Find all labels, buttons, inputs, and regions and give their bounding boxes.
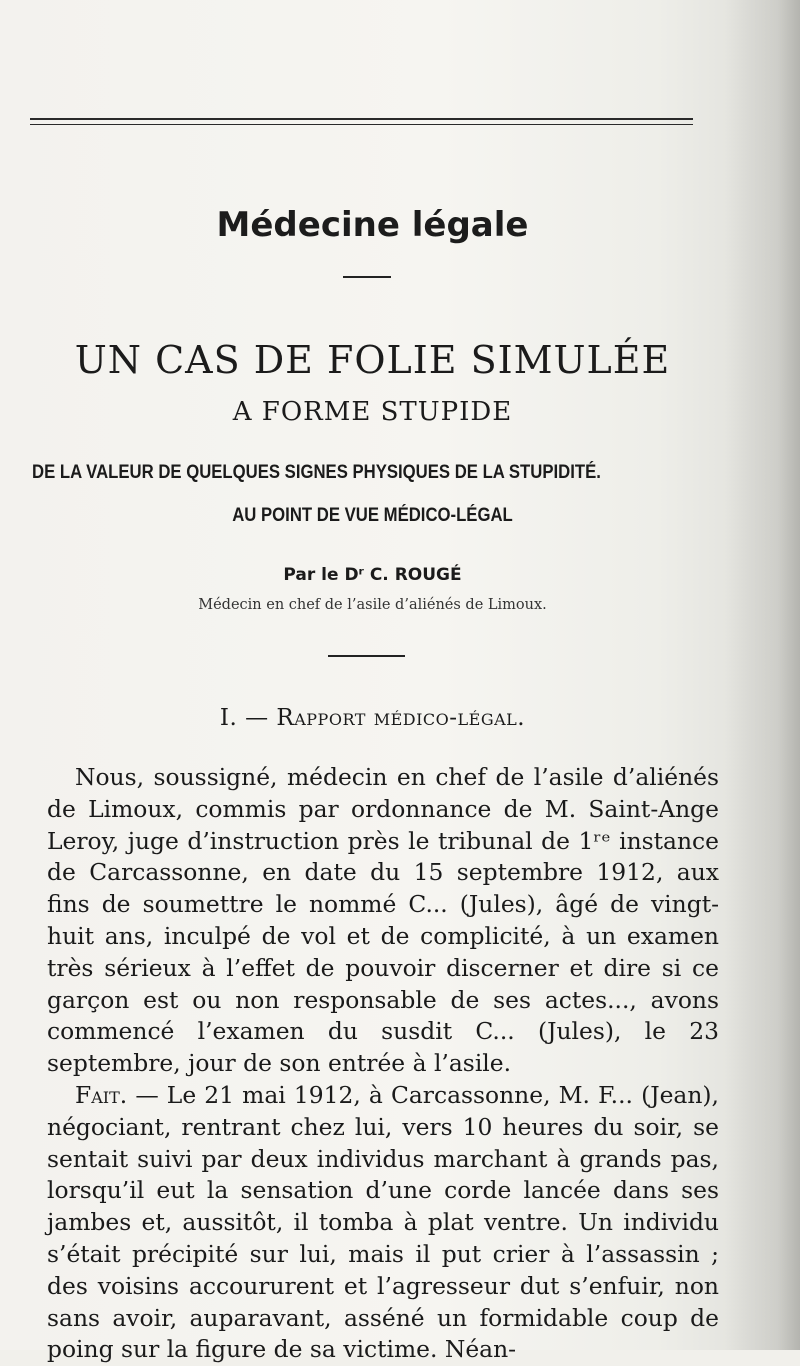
section-separator xyxy=(328,655,405,657)
section-heading-text: Rapport médico-légal. xyxy=(276,705,526,731)
article-title: UN CAS DE FOLIE SIMULÉE xyxy=(74,338,671,382)
article-subtitle-line2: AU POINT DE VUE MÉDICO-LÉGAL xyxy=(232,505,513,526)
header-rule-thin xyxy=(30,124,693,125)
paragraph-fact-lead: Fait. xyxy=(75,1080,128,1109)
article-subtitle: A FORME STUPIDE xyxy=(232,397,513,427)
section-heading-number: I. — xyxy=(219,705,269,731)
body-text xyxy=(47,762,719,1366)
author-line: Par le Dʳ C. ROUGÉ xyxy=(283,565,462,585)
section-heading xyxy=(0,705,745,731)
paragraph-fact xyxy=(47,1080,719,1366)
title-separator xyxy=(343,276,391,278)
paragraph-report: Nous, soussigné, médecin en chef de l’asile d’aliénés de Limoux, commis par ordonnance de M. Saint-Ange Leroy, juge d’instruction près le tribunal de 1ʳᵉ instance de Carcassonne, en date du 15 septembre 1912, aux fins de soumettre le nommé C... (Jules), âgé de vingt-huit ans, inculpé de vol et de complicité, à un examen très sérieux à l’effet de pouvoir discerner et dire si ce garçon est ou non responsable de ses actes..., avons commencé l’examen du susdit C... (Jules), le 23 septembre, jour de son entrée à l’asile. xyxy=(47,763,719,1078)
author-affiliation: Médecin en chef de l’asile d’aliénés de Limoux. xyxy=(198,597,547,613)
page-edge-shadow xyxy=(725,0,800,1350)
article-subtitle-line1: DE LA VALEUR DE QUELQUES SIGNES PHYSIQUES DE LA STUPIDITÉ. xyxy=(32,462,601,483)
section-title: Médecine légale xyxy=(216,205,529,245)
header-rule xyxy=(30,118,693,120)
paragraph-fact-text: — Le 21 mai 1912, à Carcassonne, M. F... (Jean), négociant, rentrant chez lui, vers 10 heures du soir, se sentait suivi par deux individus marchant à grands pas, lorsqu’il eut la sensation d’une corde lancée dans ses jambes et, aussitôt, il tomba à plat ventre. Un individu s’était précipité sur lui, mais il put crier à l’assassin ; des voisins accoururent et l’agresseur dut s’enfuir, non sans avoir, auparavant, asséné un formidable coup de poing sur la figure de sa victime. Néan- xyxy=(47,1080,719,1364)
